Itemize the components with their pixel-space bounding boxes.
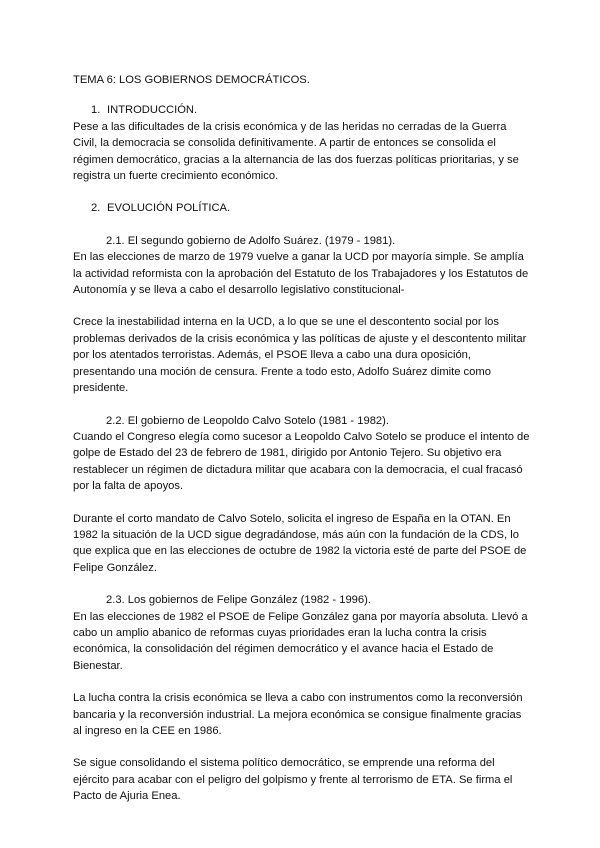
subsection-heading-suarez: 2.1. El segundo gobierno de Adolfo Suárez. (1979 - 1981). bbox=[106, 234, 396, 247]
paragraph: La lucha contra la crisis económica se lleva a cabo con instrumentos como la reconversión bancaria y la reconversión industrial. La mejora económica se consigue finalmente gracias al ingreso en la CEE en 1986. bbox=[73, 692, 523, 737]
document-page bbox=[73, 72, 531, 805]
paragraph: Se sigue consolidando el sistema político democrático, se emprende una reforma del ejército para acabar con el peligro del golpismo y frente al terrorismo de ETA. Se firma el Pacto de Ajuria Enea. bbox=[73, 757, 513, 803]
document-title: TEMA 6: LOS GOBIERNOS DEMOCRÁTICOS. bbox=[73, 74, 310, 86]
paragraph: Crece la inestabilidad interna en la UCD, a lo que se une el descontento social por los problemas derivados de la crisis económica y las políticas de ajuste y el descontento militar por los atentados terroristas. Además, el PSOE lleva a cabo una dura oposición, presentando una moción de censura. Frente a todo esto, Adolfo Suárez dimite como presidente. bbox=[73, 316, 527, 395]
section-heading-label: INTRODUCCIÓN. bbox=[107, 104, 198, 117]
section-number: 2. bbox=[91, 202, 101, 215]
section-heading-introduccion bbox=[73, 102, 531, 118]
subsection-heading-gonzalez: 2.3. Los gobiernos de Felipe González (1982 - 1996). bbox=[106, 594, 371, 607]
paragraph: En las elecciones de 1982 el PSOE de Felipe González gana por mayoría absoluta. Llevó a cabo un amplio abanico de reformas cuyas prioridades eran la lucha contra la crisis económica, la consolidación del régimen democrático y el avance hacia el Estado de Bienestar. bbox=[73, 610, 528, 672]
section-heading-evolucion bbox=[73, 200, 531, 216]
subsection-heading-calvo-sotelo: 2.2. El gobierno de Leopoldo Calvo Sotelo (1981 - 1982). bbox=[106, 414, 389, 427]
section-heading-label: EVOLUCIÓN POLÍTICA. bbox=[107, 202, 231, 215]
paragraph: En las elecciones de marzo de 1979 vuelve a ganar la UCD por mayoría simple. Se amplía la actividad reformista con la aprobación del Estatuto de los Trabajadores y los Estatutos de Autonomía y se lleva a cabo el desarrollo legislativo constitucional- bbox=[73, 251, 529, 297]
paragraph: Durante el corto mandato de Calvo Sotelo, solicita el ingreso de España en la OTAN. En 1982 la situación de la UCD sigue degradándose, más aún con la fundación de la CDS, lo que explica que en las elecciones de octubre de 1982 la victoria esté de parte del PSOE de Felipe González. bbox=[73, 512, 527, 574]
paragraph-introduccion: Pese a las dificultades de la crisis económica y de las heridas no cerradas de la Guerra Civil, la democracia se consolida definitivamente. A partir de entonces se consolida el régimen democrático, gracias a la alternancia de las dos fuerzas políticas prioritarias, y se registra un fuerte crecimiento económico. bbox=[73, 120, 519, 183]
paragraph: Cuando el Congreso elegía como sucesor a Leopoldo Calvo Sotelo se produce el intento de golpe de Estado del 23 de febrero de 1981, dirigido por Antonio Tejero. Su objetivo era restablecer un régimen de dictadura militar que acabara con la democracia, el cual fracasó por la falta de apoyos. bbox=[73, 430, 530, 493]
section-number: 1. bbox=[91, 104, 101, 117]
